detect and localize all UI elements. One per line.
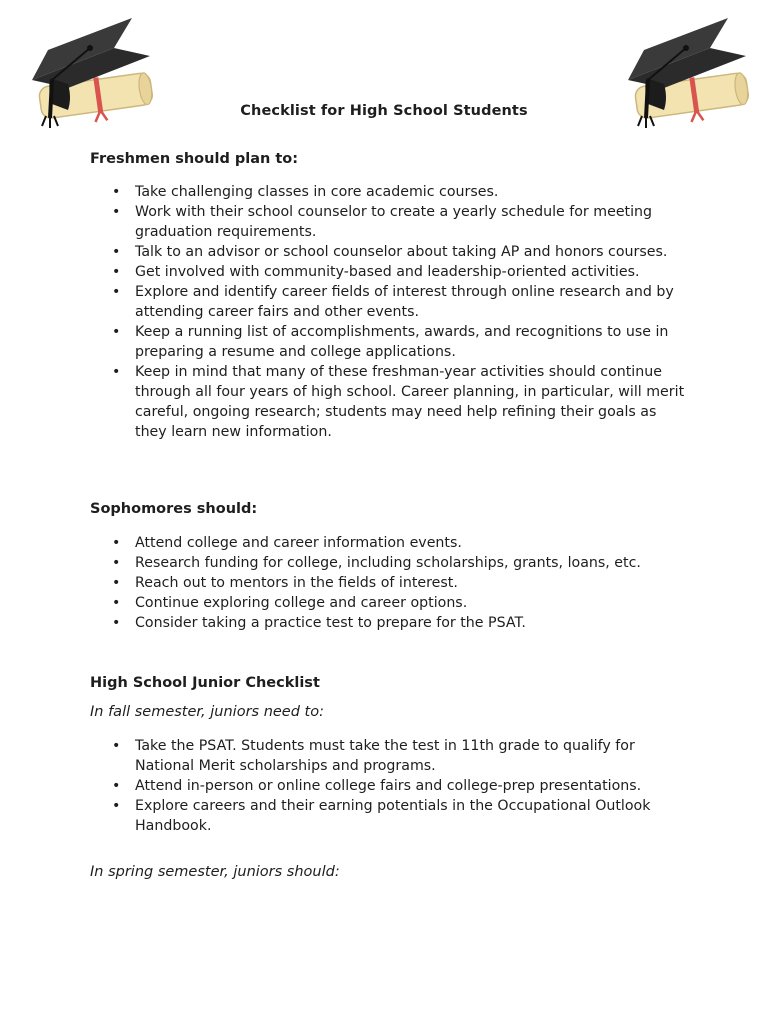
juniors-fall-list — [90, 736, 690, 836]
juniors-spring-intro: In spring semester, juniors should: — [90, 864, 340, 880]
list-item: • Keep a running list of accomplishments, awards, and recognitions to use in preparing a resume and college applications. — [90, 322, 690, 362]
list-item: • Explore careers and their earning potentials in the Occupational Outlook Handbook. — [90, 796, 690, 836]
list-item: • Research funding for college, including scholarships, grants, loans, etc. — [90, 553, 690, 573]
list-item: • Continue exploring college and career options. — [90, 593, 690, 613]
list-item: • Attend college and career information events. — [90, 533, 690, 553]
list-item: • Take challenging classes in core academic courses. — [90, 182, 690, 202]
list-item: • Reach out to mentors in the fields of interest. — [90, 573, 690, 593]
juniors-heading: High School Junior Checklist — [90, 675, 320, 691]
list-item: • Keep in mind that many of these freshman-year activities should continue through all four years of high school. Career planning, in particular, will merit careful, ongoing research; students may need help refining their goals as they learn new information. — [90, 362, 690, 442]
list-item: • Talk to an advisor or school counselor about taking AP and honors courses. — [90, 242, 690, 262]
list-item: • Get involved with community-based and leadership-oriented activities. — [90, 262, 690, 282]
juniors-fall-intro: In fall semester, juniors need to: — [90, 704, 324, 720]
sophomores-list — [90, 533, 690, 633]
list-item: • Work with their school counselor to create a yearly schedule for meeting graduation requirements. — [90, 202, 690, 242]
list-item: • Consider taking a practice test to prepare for the PSAT. — [90, 613, 690, 633]
sophomores-heading: Sophomores should: — [90, 501, 258, 517]
list-item: • Explore and identify career fields of interest through online research and by attending career fairs and other events. — [90, 282, 690, 322]
page-title: Checklist for High School Students — [240, 102, 528, 119]
list-item: • Attend in-person or online college fairs and college-prep presentations. — [90, 776, 690, 796]
freshmen-heading: Freshmen should plan to: — [90, 151, 299, 167]
list-item: • Take the PSAT. Students must take the test in 11th grade to qualify for National Merit scholarships and programs. — [90, 736, 690, 776]
freshmen-list — [90, 182, 690, 442]
